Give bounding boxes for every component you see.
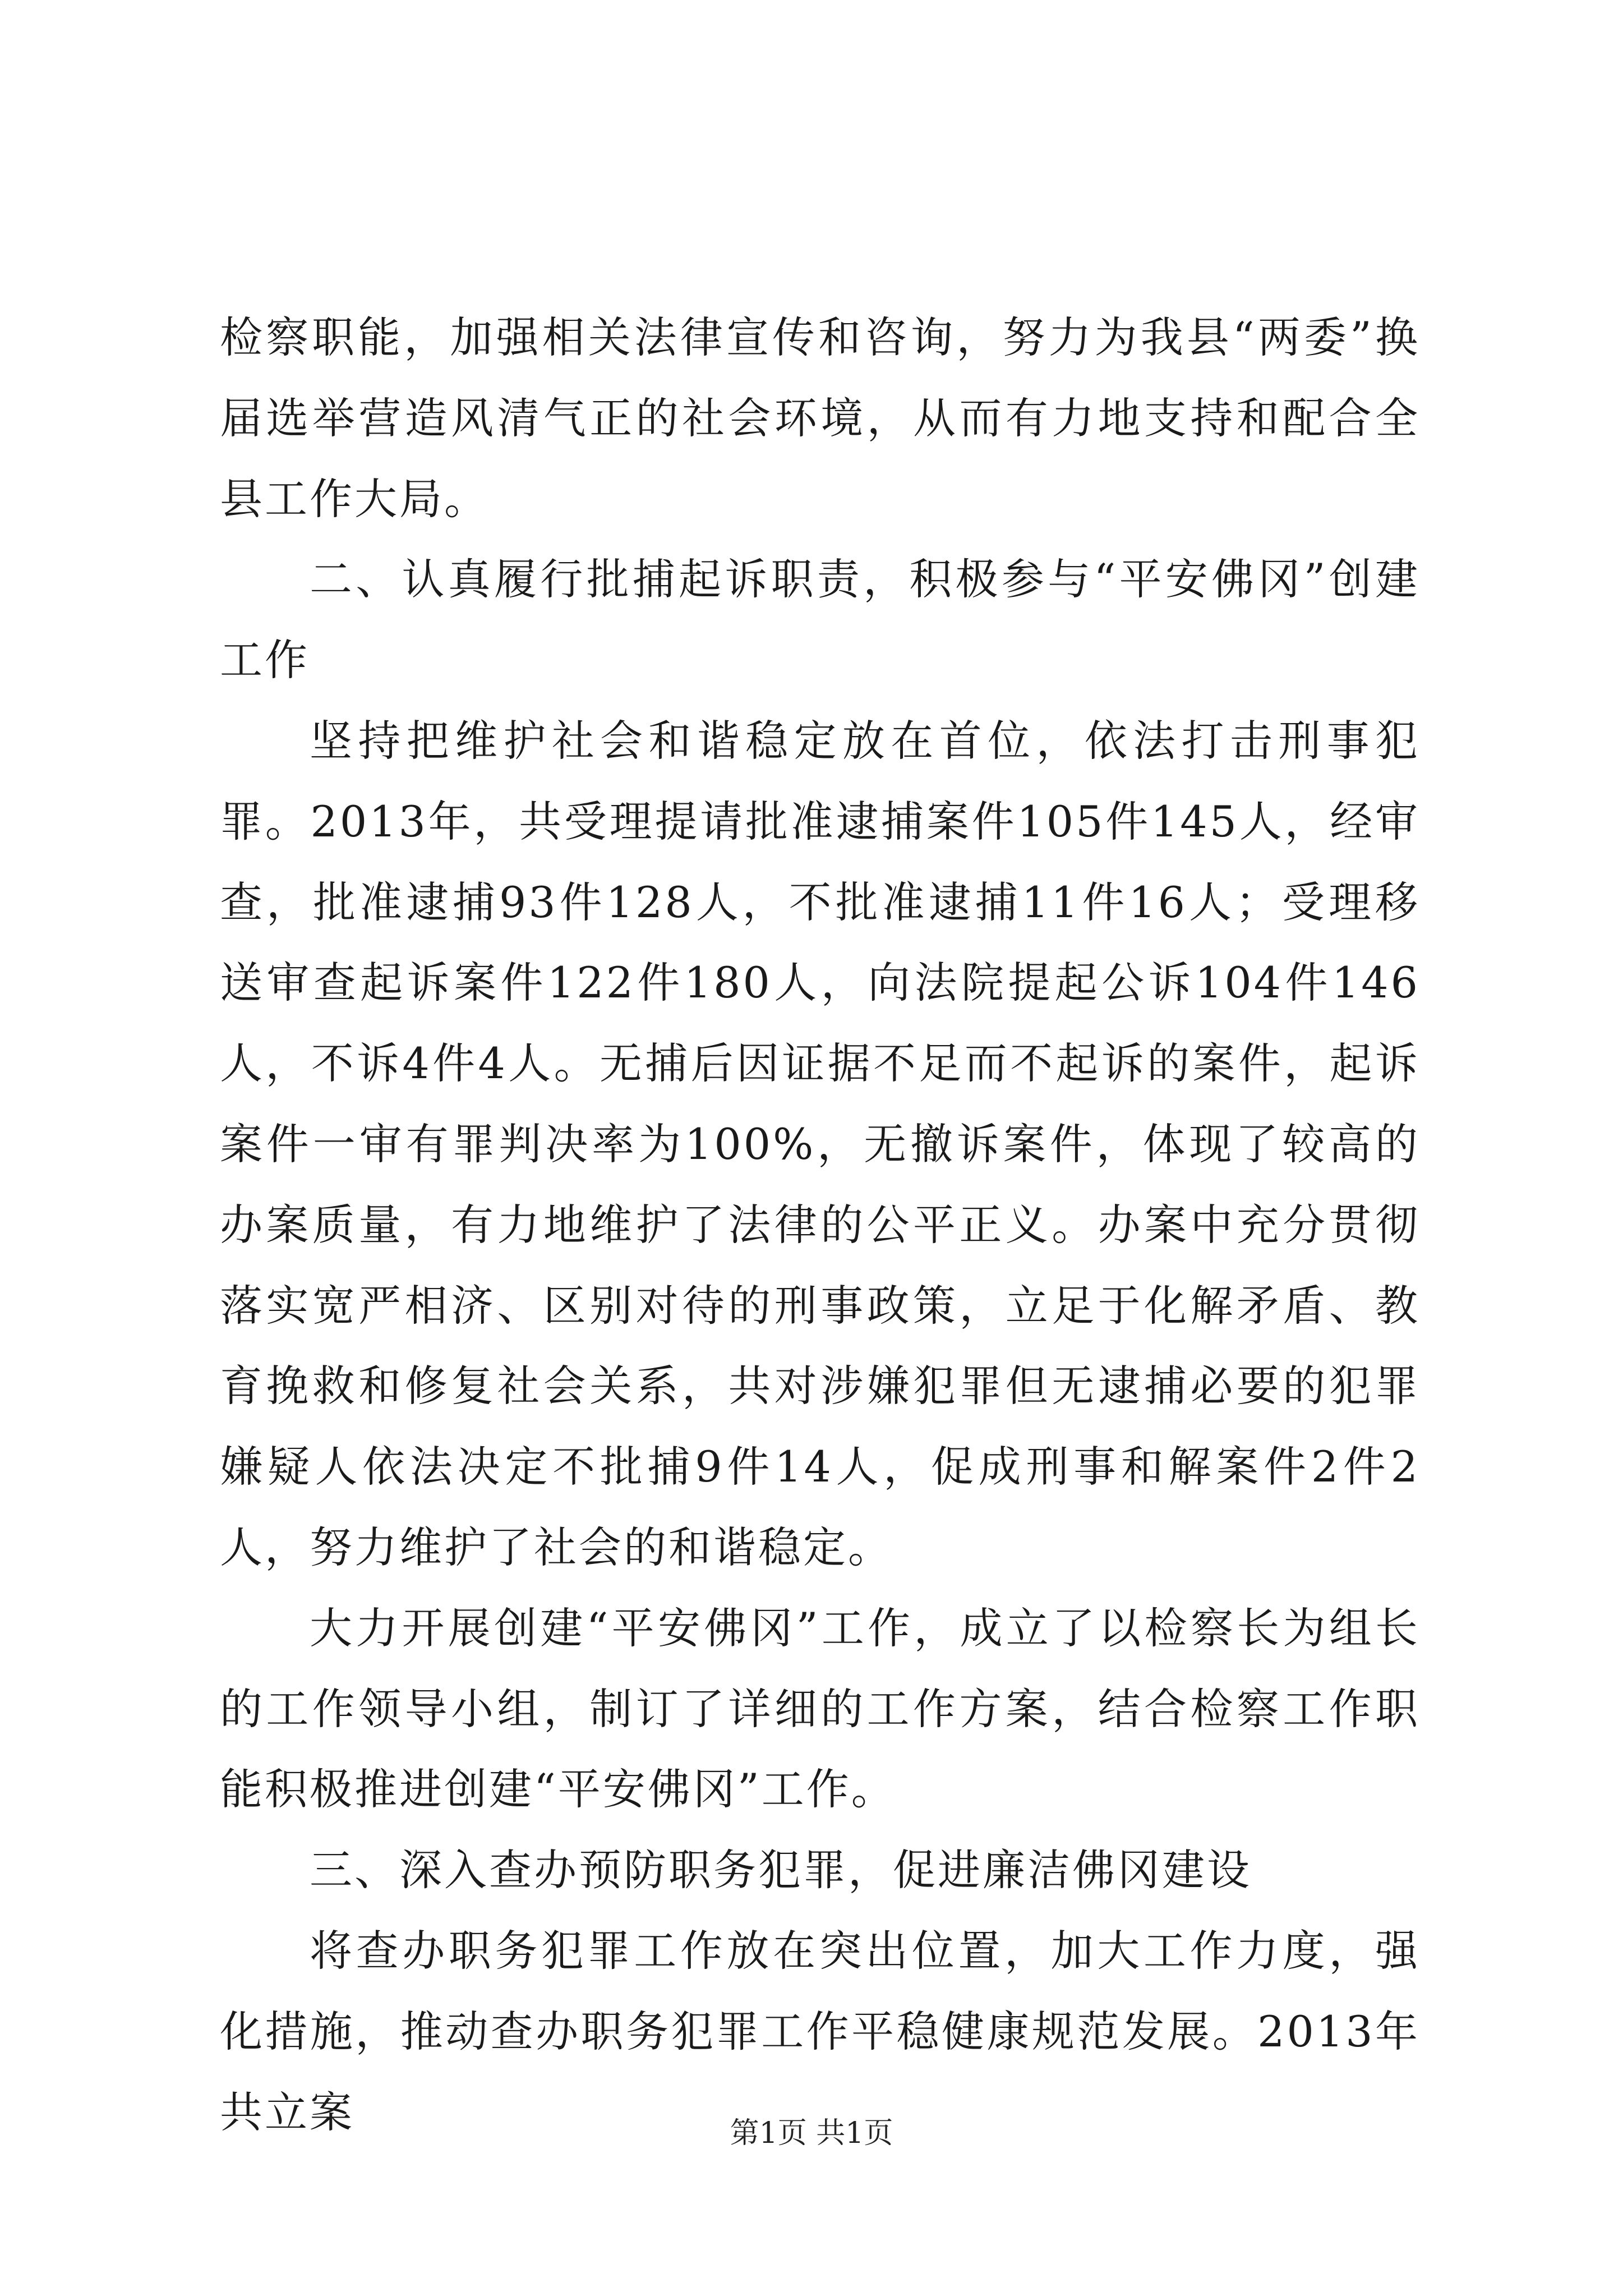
paragraph-duty-crimes: 将查办职务犯罪工作放在突出位置，加大工作力度，强化措施，推动查办职务犯罪工作平稳健康规范发展。2013年共立案	[220, 1925, 1420, 2137]
document-body	[220, 297, 1420, 2152]
section-heading-3: 三、深入查办预防职务犯罪，促进廉洁佛冈建设	[310, 1845, 1252, 1895]
paragraph-continuation: 检察职能，加强相关法律宣传和咨询，努力为我县“两委”换届选举营造风清气正的社会环境，从而有力地支持和配合全县工作大局。	[220, 312, 1420, 524]
page-footer: 第1页 共1页	[730, 2116, 893, 2150]
paragraph-safe-fogang: 大力开展创建“平安佛冈”工作，成立了以检察长为组长的工作领导小组，制订了详细的工作方案，结合检察工作职能积极推进创建“平安佛冈”工作。	[220, 1603, 1420, 1815]
section-heading-2: 二、认真履行批捕起诉职责，积极参与“平安佛冈”创建工作	[220, 554, 1420, 685]
paragraph-criminal-cases: 坚持把维护社会和谐稳定放在首位，依法打击刑事犯罪。2013年，共受理提请批准逮捕案件105件145人，经审查，批准逮捕93件128人，不批准逮捕11件16人；受理移送审查起诉案件122件180人，向法院提起公诉104件146人，不诉4件4人。无捕后因证据不足而不起诉的案件，起诉案件一审有罪判决率为100%，无撤诉案件，体现了较高的办案质量，有力地维护了法律的公平正义。办案中充分贯彻落实宽严相济、区别对待的刑事政策，立足于化解矛盾、教育挽救和修复社会关系，共对涉嫌犯罪但无逮捕必要的犯罪嫌疑人依法决定不批捕9件14人，促成刑事和解案件2件2人，努力维护了社会的和谐稳定。	[220, 715, 1420, 1572]
